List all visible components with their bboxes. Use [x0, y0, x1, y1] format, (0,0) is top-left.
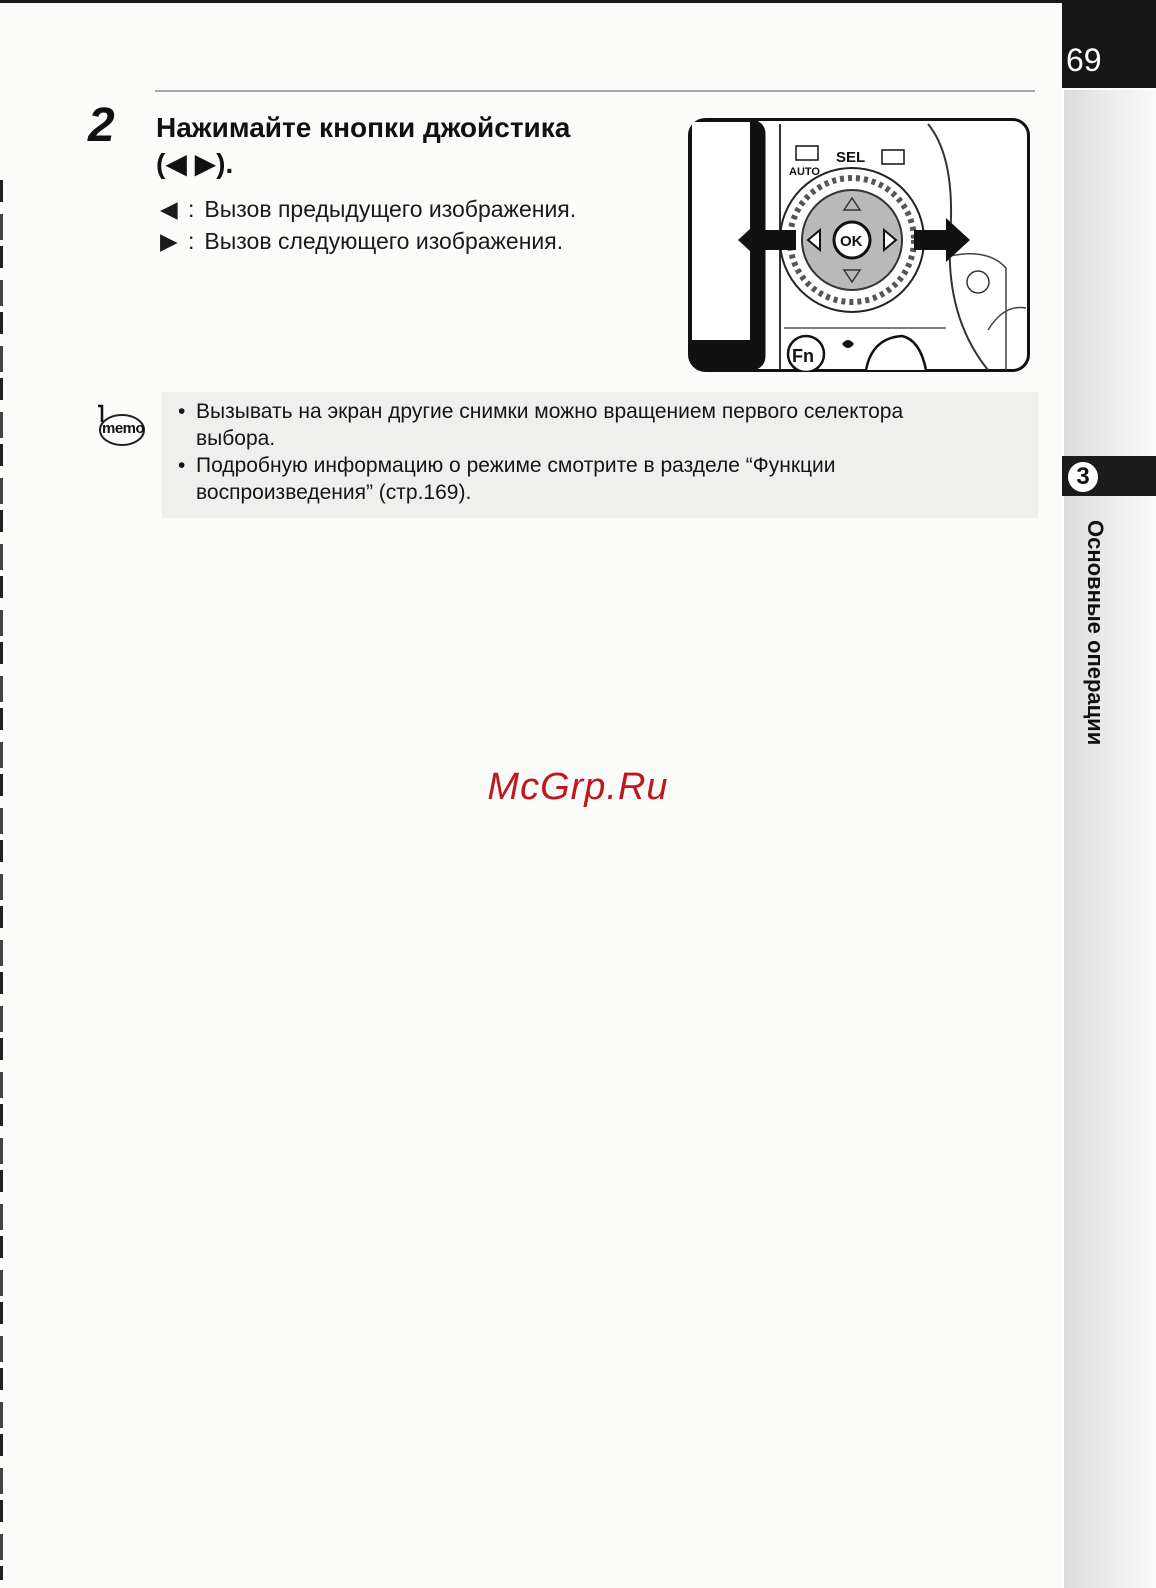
memo-label: memo — [102, 420, 145, 437]
header-line — [155, 90, 1035, 92]
step-title — [156, 110, 676, 182]
memo-text-line: воспроизведения” (стр.169). — [196, 481, 472, 504]
bullet-icon: • — [178, 454, 186, 477]
chapter-title: Основные операции — [1083, 520, 1108, 746]
memo-text-line: Вызывать на экран другие снимки можно вращением первого селектора — [196, 400, 904, 423]
right-arrow-icon: ▶ — [160, 228, 178, 254]
scan-edge — [0, 180, 3, 1580]
fn-label: Fn — [792, 346, 814, 366]
ok-label: OK — [840, 233, 863, 250]
memo-item — [178, 398, 1028, 452]
step-title-line: (◀ ▶). — [156, 148, 234, 179]
bullet-icon: • — [178, 400, 186, 423]
chapter-title-wrap — [1080, 520, 1110, 780]
camera-back-drawing — [688, 118, 1030, 372]
sel-label: SEL — [836, 149, 866, 166]
top-rule — [0, 0, 1062, 3]
step-number: 2 — [88, 99, 115, 152]
memo-icon — [94, 404, 146, 448]
memo-item — [178, 452, 1028, 506]
watermark: McGrp.Ru — [487, 766, 669, 808]
memo-text-line: Подробную информацию о режиме смотрите в разделе “Функции — [196, 454, 836, 477]
step-title-line: Нажимайте кнопки джойстика — [156, 112, 571, 143]
auto-label: AUTO — [789, 166, 820, 178]
chapter-bar — [1064, 90, 1156, 1588]
left-arrow-icon: ◀ — [160, 196, 178, 222]
step-item-next: ▶ : Вызов следующего изображения. — [160, 228, 564, 254]
memo-box — [162, 392, 1038, 518]
camera-illustration — [688, 118, 1030, 372]
chapter-number-badge: 3 — [1066, 460, 1100, 494]
step-item-text: Вызов следующего изображения. — [204, 228, 564, 254]
memo-text-line: выбора. — [196, 427, 276, 450]
step-item-previous: ◀ : Вызов предыдущего изображения. — [160, 196, 577, 222]
lcd-screen — [692, 122, 750, 340]
step-item-text: Вызов предыдущего изображения. — [204, 196, 577, 222]
page-number: 69 — [1066, 42, 1102, 78]
